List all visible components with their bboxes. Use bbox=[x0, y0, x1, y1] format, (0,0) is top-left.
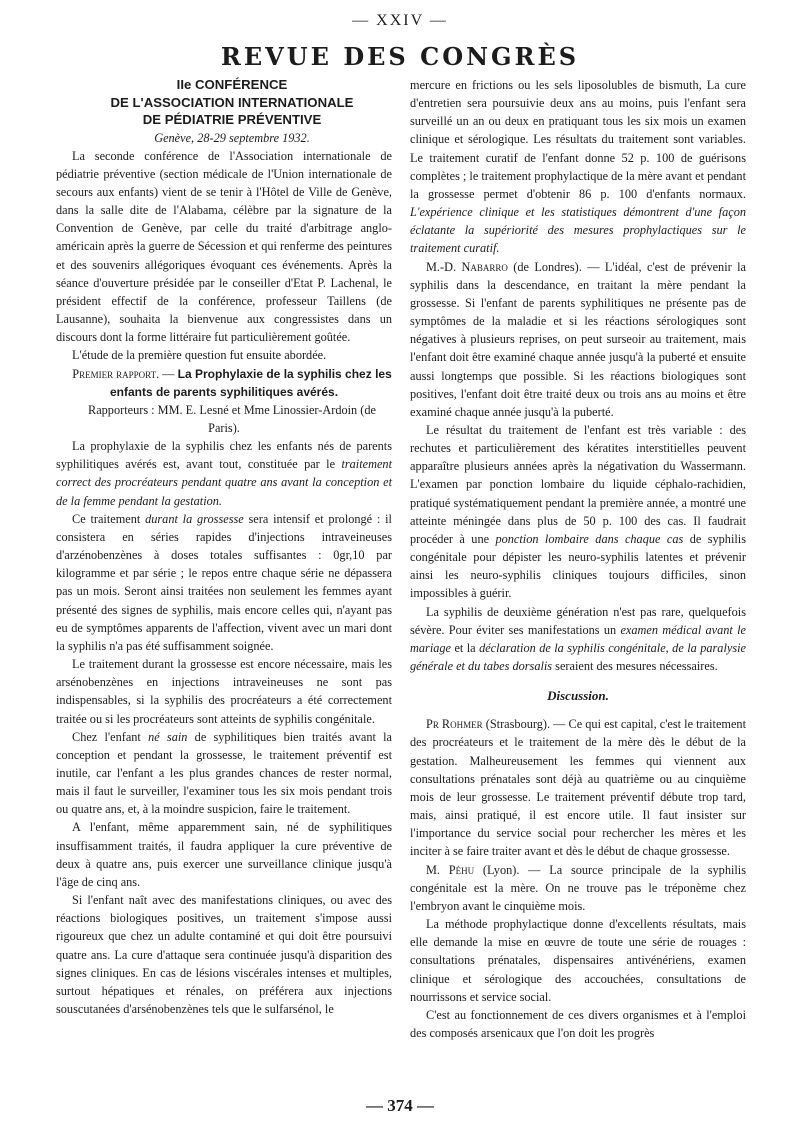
report-heading bbox=[56, 365, 392, 401]
body-paragraph: C'est au fonctionnement de ces divers organismes et à l'emploi des composés arsenicaux que l'on doit les progrès bbox=[410, 1007, 746, 1040]
running-head: — XXIV — bbox=[352, 12, 448, 29]
speaker-paragraph: M.-D. Nabarro (de Londres). — L'idéal, c'est de prévenir la syphilis dans la descendance, en traitant la mère pendant la grossesse. Si l'enfant de parents syphilitiques ne présente pas de symptômes de la maladie et si les réactions sérologiques sont négatives à plusieurs reprises, on peut surseoir au traitement, mais l'enfant doit être examiné chaque année jusqu'à la puberté et ensuite aussi longtemps que possible. Si les réactions biologiques sont positives, l'enfant doit être traité deux ou trois ans au moins et être examiné chaque année jusqu'à la puberté. bbox=[410, 259, 746, 419]
right-column bbox=[410, 76, 746, 1042]
body-paragraph: Si l'enfant naît avec des manifestations cliniques, ou avec des réactions biologiques positives, un traitement s'impose aussi rigoureux que chez un adulte contaminé et qui doit être poursuivi quatre ans. La cure d'attaque sera continuée jusqu'à disparition des signes cliniques. En cas de lésions viscérales intenses et multiples, surtout hépatiques et rénales, on préférera aux injections souscutanées d'arsénobenzènes tels que le sulfarsénol, le bbox=[56, 893, 392, 1016]
body-paragraph: A l'enfant, même apparemment sain, né de syphilitiques insuffisamment traités, il faudra appliquer la cure préventive de deux à quatre ans, puis exercer une surveillance clinique jusqu'à l'âge de cinq ans. bbox=[56, 820, 392, 889]
intro-paragraph: La seconde conférence de l'Association internationale de pédiatrie préventive (section médicale de l'Union internationale de secours aux enfants) vient de se tenir à l'Hôtel de Ville de Genève, dans la salle dite de l'Alabama, célèbre par la signature de la Convention de Genève, par celle du traité d'arbitrage anglo-américain après la guerre de Sécession et qui renferme des peintures et des souvenirs allégoriques évoquant ces événements. Après la séance d'ouverture présidée par le conseiller d'Etat P. Lachenal, le président effectif de la conférence, professeur Taillens (de Lausanne), souhaita la bienvenue aux congressistes dans un discours dont la forme littéraire fut particulièrement goûtée. bbox=[56, 148, 392, 345]
speaker-paragraph: M. Péhu (Lyon). — La source principale de la syphilis congénitale est la mère. On ne trouve pas le tréponème chez l'embryon avant le cinquième mois. bbox=[410, 862, 747, 913]
report-rapporteurs: Rapporteurs : MM. E. Lesné et Mme Linossier-Ardoin (de Paris). bbox=[88, 402, 376, 435]
left-column bbox=[56, 76, 392, 1018]
page-number: — 374 — bbox=[366, 1096, 434, 1115]
conference-date: Genève, 28-29 septembre 1932. bbox=[154, 130, 310, 145]
speaker-name: Pr Rohmer bbox=[426, 717, 483, 732]
body-paragraph: La prophylaxie de la syphilis chez les enfants nés de parents syphilitiques avérés est, avant tout, constituée par le traitement correct des procréateurs pendant quatre ans avant la conception et de la femme pendant la gestation. bbox=[56, 439, 392, 508]
speaker-name: M. Péhu bbox=[426, 862, 475, 877]
report-title: La Prophylaxie de la syphilis chez les enfants de parents syphilitiques avérés. bbox=[109, 366, 392, 399]
body-paragraph: Chez l'enfant né sain de syphilitiques bien traités avant la conception et pendant la grossesse, le traitement préventif est inutile, car l'enfant a les plus grandes chances de rester normal, mais il faut le surveiller, l'examiner tous les six mois pendant trois ou quatre ans, et, à la moindre suspicion, faire le traitement. bbox=[56, 729, 392, 817]
intro-paragraph: L'étude de la première question fut ensuite abordée. bbox=[72, 348, 327, 363]
section-title: REVUE DES CONGRÈS bbox=[220, 42, 580, 71]
body-paragraph: Le résultat du traitement de l'enfant est très variable : des rechutes et particulièrement des kératites interstitielles peuvent apparaître plusieurs années après la négativation du Wassermann. L'examen par ponction lombaire du liquide céphalo-rachidien, pratiqué systématiquement pendant la première année, a montré une atteinte méningée dans plus de 50 p. 100 des cas. Il faudrait procéder à une ponction lombaire dans chaque cas de syphilis congénitale pour dépister les neuro-syphilis latentes et prévenir ainsi les neuro-syphilis cliniques toujours difficiles, sinon impossibles à guérir. bbox=[410, 422, 746, 601]
body-paragraph: La syphilis de deuxième génération n'est pas rare, quelquefois sévère. Pour éviter ses manifestations un examen médical avant le mariage et la déclaration de la syphilis congénitale, de la paralysie générale et du tabes dorsalis seraient des mesures nécessaires. bbox=[410, 604, 746, 673]
body-paragraph: La méthode prophylactique donne d'excellents résultats, mais elle demande la mise en œuvre de toute une série de rouages : consultations prénatales, dispensaires antivénériens, examen clinique et sérologique des accouchées, consultations de nourrissons et service social. bbox=[410, 917, 746, 1004]
speaker-name: M.-D. Nabarro bbox=[426, 259, 508, 274]
speaker-paragraph: Pr Rohmer (Strasbourg). — Ce qui est capital, c'est le traitement des procréateurs et le traitement de la mère dès le début de la gestation. Malheureusement les femmes qui viennent aux consultations prénatales sont déjà au quatrième ou au cinquième mois de leur grossesse. Le traitement préventif débute trop tard, mais, ainsi pratiqué, il est encore utile. Il faut insister sur l'importance du service social pour rechercher les mères et les inciter à se faire traiter avant et dès le début de chaque grossesse. bbox=[410, 717, 746, 859]
conference-title-line1: IIe CONFÉRENCE bbox=[176, 77, 288, 92]
discussion-heading: Discussion. bbox=[547, 688, 609, 704]
conference-title-line3: DE PÉDIATRIE PRÉVENTIVE bbox=[142, 112, 322, 127]
report-label: Premier rapport. — bbox=[72, 366, 175, 381]
conference-title-line2: DE L'ASSOCIATION INTERNATIONALE bbox=[110, 94, 354, 110]
body-paragraph: Ce traitement durant la grossesse sera intensif et prolongé : il consistera en séries rapides d'injections intraveineuses d'arzénobenzènes à doses totales suffisantes : 0gr,10 par kilogramme et par série ; le repos entre chaque série ne dépassera pas un mois. Seront ainsi traitées non seulement les femmes ayant présenté des signes de syphilis, mais encore celles qui, n'ayant pas eu de symptômes apparents de l'affection, vivent avec un mari dont la syphilis n'a pas été suffisamment soignée. bbox=[56, 511, 392, 653]
body-paragraph: mercure en frictions ou les sels liposolubles de bismuth, La cure d'entretien sera poursuivie deux ans au moins, puis l'enfant sera surveillé un an ou deux en pratiquant tous les six mois un examen clinique et sérologique. Les résultats du traitement sont variables. Le traitement curatif de l'enfant donne 52 p. 100 de guérisons complètes ; le traitement prophylactique de la mère avant et pendant la grossesse permet d'obtenir 86 p. 100 d'enfants normaux. L'expérience clinique et les statistiques démontrent d'une façon éclatante la supériorité des mesures prophylactiques sur le traitement curatif. bbox=[410, 78, 746, 256]
body-paragraph: Le traitement durant la grossesse est encore nécessaire, mais les arsénobenzènes en injections intraveineuses ne sont pas indispensables, si la syphilis des procréateurs a été correctement traitée ou si les procréateurs sont atteints de syphilis congénitale. bbox=[56, 657, 392, 726]
